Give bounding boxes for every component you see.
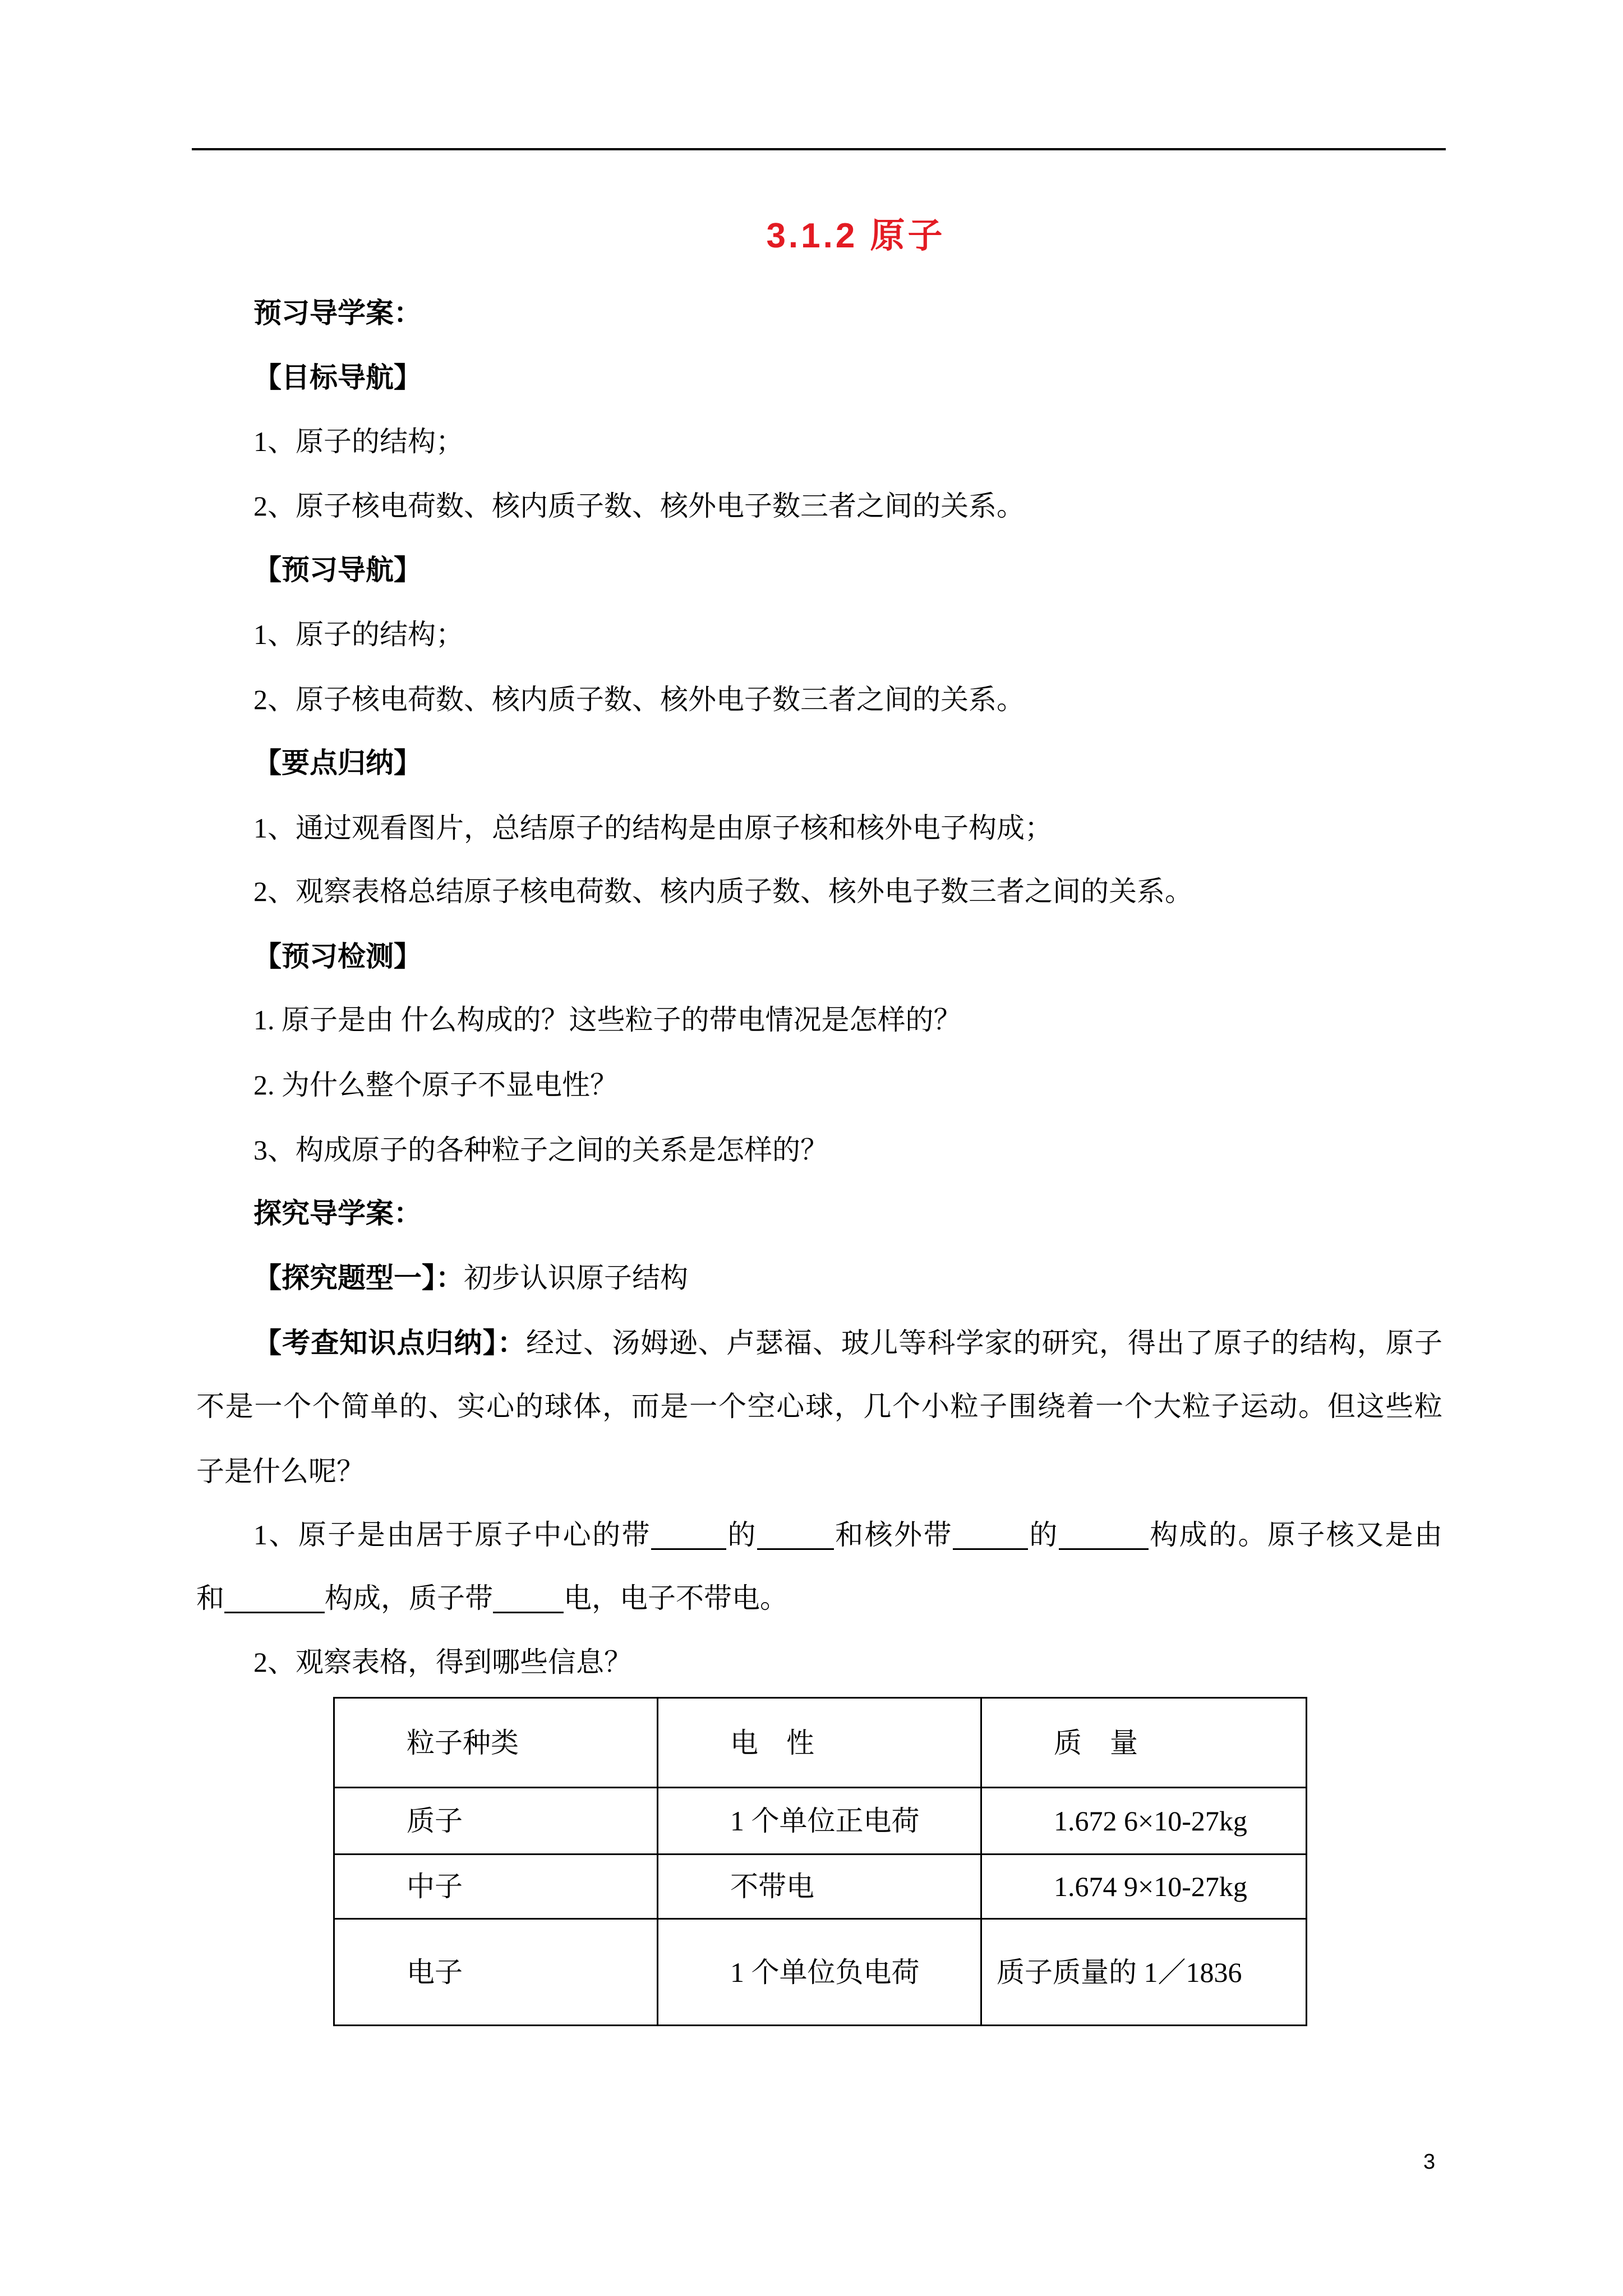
section-heading-preview: 预习导学案： bbox=[253, 297, 422, 329]
subheading-preview-nav: 【预习导航】 bbox=[253, 554, 422, 586]
exercise-2-prompt: 2、观察表格，得到哪些信息？ bbox=[253, 1646, 632, 1678]
table-header-cell: 电 性 bbox=[658, 1698, 981, 1788]
section-heading-explore: 探究导学案： bbox=[253, 1198, 422, 1229]
goal-nav-item: 1、原子的结构； bbox=[253, 426, 464, 457]
page-title: 3.1.2 原子 bbox=[766, 217, 946, 255]
key-points-item: 2、观察表格总结原子核电荷数、核内质子数、核外电子数三者之间的关系。 bbox=[253, 876, 1193, 907]
table-cell: 不带电 bbox=[658, 1855, 981, 1919]
fill-blank bbox=[1059, 1543, 1149, 1550]
table-cell: 1 个单位负电荷 bbox=[658, 1919, 981, 2026]
header-rule bbox=[192, 148, 1446, 150]
preview-check-question: 2. 为什么整个原子不显电性？ bbox=[253, 1069, 618, 1101]
knowledge-summary-line bbox=[196, 1326, 1442, 1360]
table-row bbox=[334, 1788, 1307, 1855]
preview-nav-item: 1、原子的结构； bbox=[253, 619, 464, 650]
exercise-text: 构成，质子带 bbox=[325, 1582, 493, 1614]
exercise-text: 电，电子不带电。 bbox=[564, 1582, 788, 1614]
goal-nav-item: 2、原子核电荷数、核内质子数、核外电子数三者之间的关系。 bbox=[253, 490, 1025, 522]
knowledge-summary-line bbox=[196, 1455, 1442, 1488]
exercise-1-line bbox=[196, 1518, 1442, 1552]
question-type-label: 【探究题型一】： bbox=[253, 1262, 464, 1294]
exercise-text: 1、原子是由居于原子中心的带 bbox=[253, 1519, 651, 1550]
table-cell: 1 个单位正电荷 bbox=[658, 1788, 981, 1855]
fill-blank bbox=[651, 1543, 726, 1550]
exercise-text: 的 bbox=[726, 1519, 757, 1550]
exercise-text: 构成的。原子核又是由 bbox=[1148, 1519, 1443, 1550]
fill-blank bbox=[493, 1606, 564, 1613]
subheading-preview-check: 【预习检测】 bbox=[253, 941, 422, 972]
table-row bbox=[334, 1919, 1307, 2026]
knowledge-summary-line bbox=[196, 1389, 1442, 1423]
key-points-item: 1、通过观看图片，总结原子的结构是由原子核和核外电子构成； bbox=[253, 812, 1053, 844]
table-row bbox=[334, 1855, 1307, 1919]
preview-nav-item: 2、原子核电荷数、核内质子数、核外电子数三者之间的关系。 bbox=[253, 684, 1025, 715]
table-cell: 1.674 9×10-27kg bbox=[981, 1855, 1307, 1919]
table-header-cell: 质 量 bbox=[981, 1698, 1307, 1788]
page-number: 3 bbox=[1423, 2150, 1436, 2174]
table-cell: 质子质量的 1／1836 bbox=[981, 1919, 1307, 2026]
subheading-goal-nav: 【目标导航】 bbox=[253, 362, 422, 393]
knowledge-summary-label: 【考查知识点归纳】： bbox=[253, 1327, 526, 1359]
table-cell: 质子 bbox=[334, 1788, 658, 1855]
fill-blank bbox=[757, 1543, 834, 1550]
table-cell: 电子 bbox=[334, 1919, 658, 2026]
preview-check-question: 1. 原子是由 什么构成的？这些粒子的带电情况是怎样的？ bbox=[253, 1004, 962, 1036]
fill-blank bbox=[953, 1543, 1028, 1550]
table-header-row bbox=[334, 1698, 1307, 1788]
question-type-line bbox=[196, 1261, 1442, 1295]
question-type-text: 初步认识原子结构 bbox=[464, 1262, 688, 1294]
exercise-text: 的 bbox=[1027, 1519, 1059, 1550]
exercise-text: 和 bbox=[196, 1582, 224, 1614]
table-cell: 中子 bbox=[334, 1855, 658, 1919]
knowledge-summary-text: 经过、汤姆逊、卢瑟福、玻儿等科学家的研究，得出了原子的结构，原子 bbox=[525, 1327, 1443, 1359]
knowledge-summary-text: 子是什么呢？ bbox=[196, 1456, 365, 1487]
knowledge-summary-text: 不是一个个简单的、实心的球体，而是一个空心球，几个小粒子围绕着一个大粒子运动。但这些粒 bbox=[196, 1391, 1442, 1422]
exercise-1-line bbox=[196, 1581, 1442, 1615]
subheading-key-points: 【要点归纳】 bbox=[253, 747, 422, 779]
exercise-text: 和核外带 bbox=[833, 1519, 953, 1550]
table-cell: 1.672 6×10-27kg bbox=[981, 1788, 1307, 1855]
fill-blank bbox=[224, 1606, 325, 1613]
particle-table bbox=[333, 1697, 1307, 2026]
preview-check-question: 3、构成原子的各种粒子之间的关系是怎样的？ bbox=[253, 1134, 828, 1166]
table-header-cell: 粒子种类 bbox=[334, 1698, 658, 1788]
